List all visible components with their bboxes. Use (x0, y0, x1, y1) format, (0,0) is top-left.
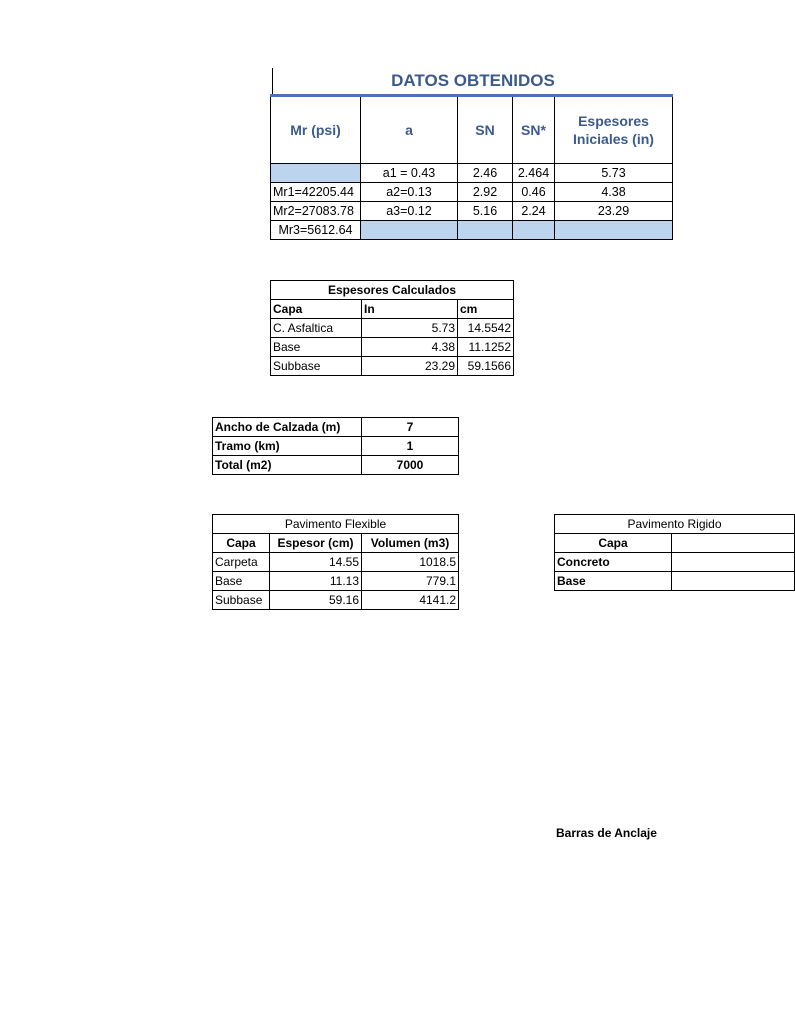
cell[interactable]: 779.1 (362, 572, 459, 591)
table-title-row (555, 515, 795, 534)
table-row (213, 553, 459, 572)
cell-label: Tramo (km) (213, 437, 362, 456)
cell[interactable]: 5.73 (362, 319, 458, 338)
table-row (271, 183, 673, 202)
pavimento-rigido-table (554, 514, 795, 591)
header-capa: Capa (213, 534, 270, 553)
table-row (213, 437, 459, 456)
cell[interactable]: 2.92 (458, 183, 513, 202)
cell[interactable]: 2.46 (458, 164, 513, 183)
cell[interactable]: 4.38 (362, 338, 458, 357)
cell[interactable]: 4.38 (555, 183, 673, 202)
cell[interactable]: 1018.5 (362, 553, 459, 572)
table-header-row (271, 96, 673, 164)
cell[interactable]: 7000 (362, 456, 459, 475)
cell[interactable]: Concreto (555, 553, 672, 572)
cell[interactable] (555, 221, 673, 240)
header-in: In (362, 300, 458, 319)
table-row (555, 572, 795, 591)
table-row (213, 456, 459, 475)
table-title-row (271, 281, 514, 300)
table-row (271, 338, 514, 357)
table-row (213, 572, 459, 591)
table-header-row (213, 534, 459, 553)
cell[interactable]: 2.464 (513, 164, 555, 183)
table-title-row (213, 515, 459, 534)
cell[interactable]: Subbase (213, 591, 270, 610)
table-row (271, 319, 514, 338)
cell[interactable]: 5.16 (458, 202, 513, 221)
cell[interactable]: Subbase (271, 357, 362, 376)
header-a: a (361, 96, 458, 164)
table-row (271, 164, 673, 183)
cell[interactable]: Base (555, 572, 672, 591)
header-espesores-iniciales: Espesores Iniciales (in) (555, 96, 673, 164)
table-row (213, 591, 459, 610)
calzada-table (212, 417, 459, 475)
cell[interactable]: Carpeta (213, 553, 270, 572)
cell[interactable]: Mr1=42205.44 (271, 183, 361, 202)
table-row (555, 553, 795, 572)
pavimento-rigido-clip (554, 514, 722, 594)
table-title: Pavimento Flexible (213, 515, 459, 534)
cell[interactable]: Base (271, 338, 362, 357)
cell[interactable] (672, 534, 795, 553)
table-row (213, 418, 459, 437)
cell[interactable] (672, 553, 795, 572)
cell[interactable]: Mr3=5612.64 (271, 221, 361, 240)
header-cm: cm (458, 300, 514, 319)
cell[interactable] (361, 221, 458, 240)
header-espesor: Espesor (cm) (270, 534, 362, 553)
table-title: Pavimento Rigido (555, 515, 795, 534)
table-row (271, 357, 514, 376)
datos-obtenidos-table (270, 94, 673, 240)
espesores-calculados-table (270, 280, 514, 376)
cell-label: Total (m2) (213, 456, 362, 475)
cell[interactable]: 59.16 (270, 591, 362, 610)
cell[interactable]: C. Asfaltica (271, 319, 362, 338)
cell[interactable]: a3=0.12 (361, 202, 458, 221)
header-capa: Capa (271, 300, 362, 319)
header-sn-star: SN* (513, 96, 555, 164)
table-title: Espesores Calculados (271, 281, 514, 300)
cell-label: Ancho de Calzada (m) (213, 418, 362, 437)
pavimento-flexible-table (212, 514, 459, 610)
cell[interactable]: 7 (362, 418, 459, 437)
cell[interactable]: 11.1252 (458, 338, 514, 357)
cell[interactable] (672, 572, 795, 591)
cell[interactable]: 23.29 (362, 357, 458, 376)
cell[interactable]: 11.13 (270, 572, 362, 591)
cell[interactable] (271, 164, 361, 183)
cell[interactable]: Mr2=27083.78 (271, 202, 361, 221)
table-header-row (555, 534, 795, 553)
cell[interactable]: 4141.2 (362, 591, 459, 610)
cell[interactable]: 5.73 (555, 164, 673, 183)
cell[interactable]: a2=0.13 (361, 183, 458, 202)
header-mr: Mr (psi) (271, 96, 361, 164)
table-row (271, 202, 673, 221)
table-header-row (271, 300, 514, 319)
table-row (271, 221, 673, 240)
cell[interactable] (513, 221, 555, 240)
cell[interactable]: 14.5542 (458, 319, 514, 338)
cell[interactable]: 23.29 (555, 202, 673, 221)
cell[interactable]: 0.46 (513, 183, 555, 202)
cell[interactable]: 14.55 (270, 553, 362, 572)
cell[interactable]: Base (213, 572, 270, 591)
barras-de-anclaje-label: Barras de Anclaje (556, 826, 657, 840)
cell[interactable]: 59.1566 (458, 357, 514, 376)
cell[interactable] (458, 221, 513, 240)
cell[interactable]: 1 (362, 437, 459, 456)
datos-obtenidos-title: DATOS OBTENIDOS (272, 68, 673, 94)
header-sn: SN (458, 96, 513, 164)
header-capa: Capa (555, 534, 672, 553)
cell[interactable]: 2.24 (513, 202, 555, 221)
cell[interactable]: a1 = 0.43 (361, 164, 458, 183)
header-volumen: Volumen (m3) (362, 534, 459, 553)
